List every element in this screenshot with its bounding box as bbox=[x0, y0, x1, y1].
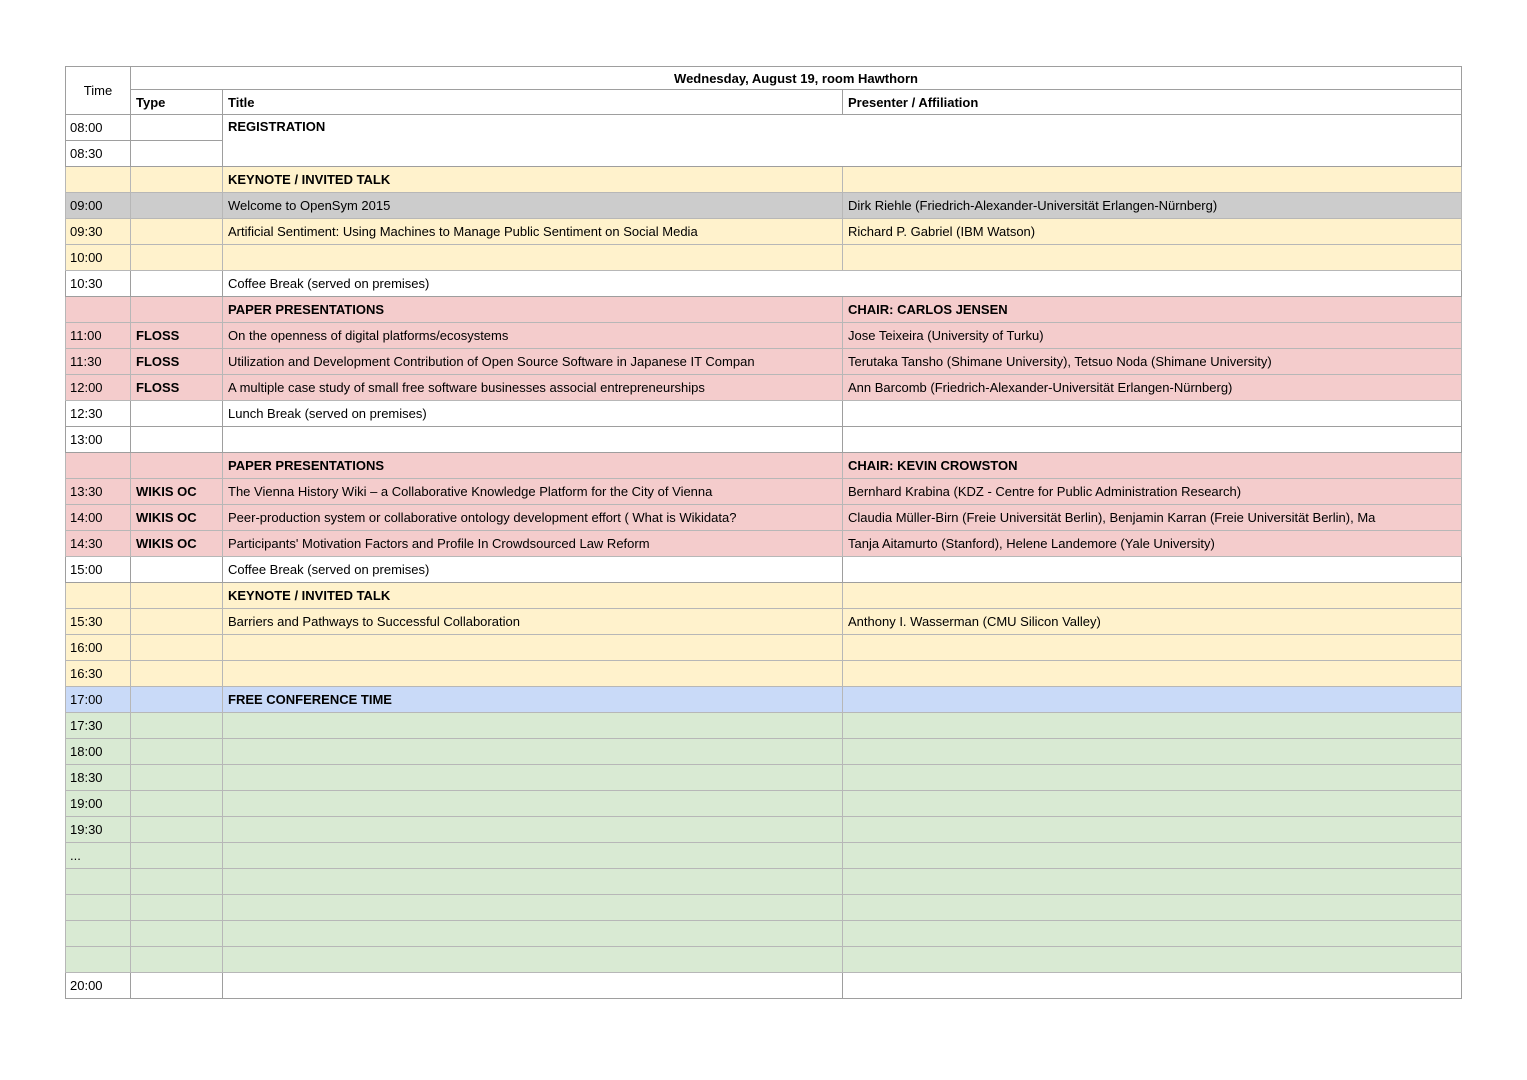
table-row bbox=[66, 505, 1462, 531]
time-cell bbox=[66, 297, 131, 323]
time-cell: 15:00 bbox=[66, 557, 131, 583]
type-cell bbox=[131, 895, 223, 921]
table-row bbox=[66, 349, 1462, 375]
type-cell: FLOSS bbox=[131, 375, 223, 401]
type-cell: WIKIS OC bbox=[131, 505, 223, 531]
title-cell: Peer-production system or collaborative ontology development effort ( What is Wikidata? bbox=[223, 505, 843, 531]
title-cell bbox=[223, 713, 843, 739]
presenter-cell bbox=[843, 687, 1462, 713]
presenter-cell: Tanja Aitamurto (Stanford), Helene Landemore (Yale University) bbox=[843, 531, 1462, 557]
presenter-cell: Bernhard Krabina (KDZ - Centre for Public Administration Research) bbox=[843, 479, 1462, 505]
table-row bbox=[66, 245, 1462, 271]
header-row-day bbox=[66, 67, 1462, 90]
table-row bbox=[66, 635, 1462, 661]
presenter-cell bbox=[843, 895, 1462, 921]
type-cell bbox=[131, 609, 223, 635]
presenter-cell bbox=[843, 713, 1462, 739]
title-cell: KEYNOTE / INVITED TALK bbox=[223, 583, 843, 609]
time-cell: 10:00 bbox=[66, 245, 131, 271]
presenter-cell bbox=[843, 557, 1462, 583]
presenter-cell bbox=[843, 739, 1462, 765]
title-cell bbox=[223, 791, 843, 817]
table-row bbox=[66, 297, 1462, 323]
presenter-cell: CHAIR: CARLOS JENSEN bbox=[843, 297, 1462, 323]
table-row bbox=[66, 167, 1462, 193]
schedule-sheet bbox=[65, 66, 1462, 999]
type-cell bbox=[131, 869, 223, 895]
type-cell bbox=[131, 557, 223, 583]
type-cell bbox=[131, 973, 223, 999]
title-cell bbox=[223, 843, 843, 869]
table-row bbox=[66, 193, 1462, 219]
presenter-cell bbox=[843, 427, 1462, 453]
table-row bbox=[66, 453, 1462, 479]
time-cell: 09:00 bbox=[66, 193, 131, 219]
column-header-title: Title bbox=[223, 90, 843, 115]
table-row bbox=[66, 661, 1462, 687]
presenter-cell bbox=[843, 401, 1462, 427]
time-cell: 16:00 bbox=[66, 635, 131, 661]
presenter-cell bbox=[843, 245, 1462, 271]
header-row-columns bbox=[66, 90, 1462, 115]
time-cell: 14:30 bbox=[66, 531, 131, 557]
time-cell bbox=[66, 583, 131, 609]
title-cell bbox=[223, 427, 843, 453]
presenter-cell: Richard P. Gabriel (IBM Watson) bbox=[843, 219, 1462, 245]
time-cell: 11:00 bbox=[66, 323, 131, 349]
time-cell: 18:00 bbox=[66, 739, 131, 765]
time-cell: 13:00 bbox=[66, 427, 131, 453]
presenter-cell: Anthony I. Wasserman (CMU Silicon Valley) bbox=[843, 609, 1462, 635]
time-cell: 08:00 bbox=[66, 115, 131, 141]
presenter-cell bbox=[843, 583, 1462, 609]
title-cell bbox=[223, 895, 843, 921]
type-cell: WIKIS OC bbox=[131, 479, 223, 505]
table-row bbox=[66, 479, 1462, 505]
title-cell bbox=[223, 869, 843, 895]
title-cell bbox=[223, 739, 843, 765]
title-cell bbox=[223, 661, 843, 687]
time-cell: 16:30 bbox=[66, 661, 131, 687]
type-cell: WIKIS OC bbox=[131, 531, 223, 557]
title-cell bbox=[223, 245, 843, 271]
time-cell: 19:00 bbox=[66, 791, 131, 817]
time-cell: 12:30 bbox=[66, 401, 131, 427]
time-cell bbox=[66, 869, 131, 895]
table-row bbox=[66, 115, 1462, 141]
time-cell: 19:30 bbox=[66, 817, 131, 843]
title-cell: PAPER PRESENTATIONS bbox=[223, 453, 843, 479]
time-cell bbox=[66, 895, 131, 921]
time-cell: ... bbox=[66, 843, 131, 869]
time-cell bbox=[66, 167, 131, 193]
time-cell bbox=[66, 921, 131, 947]
presenter-cell bbox=[843, 947, 1462, 973]
table-row bbox=[66, 687, 1462, 713]
type-cell bbox=[131, 193, 223, 219]
title-cell: REGISTRATION bbox=[223, 115, 1462, 167]
title-cell: On the openness of digital platforms/ecosystems bbox=[223, 323, 843, 349]
time-cell: 20:00 bbox=[66, 973, 131, 999]
presenter-cell bbox=[843, 921, 1462, 947]
table-row bbox=[66, 609, 1462, 635]
type-cell: FLOSS bbox=[131, 323, 223, 349]
table-row bbox=[66, 557, 1462, 583]
type-cell bbox=[131, 245, 223, 271]
presenter-cell bbox=[843, 661, 1462, 687]
table-row bbox=[66, 791, 1462, 817]
time-cell: 17:00 bbox=[66, 687, 131, 713]
type-cell bbox=[131, 661, 223, 687]
presenter-cell: Ann Barcomb (Friedrich-Alexander-Universität Erlangen-Nürnberg) bbox=[843, 375, 1462, 401]
time-cell bbox=[66, 947, 131, 973]
type-cell bbox=[131, 453, 223, 479]
table-row bbox=[66, 947, 1462, 973]
type-cell: FLOSS bbox=[131, 349, 223, 375]
title-cell bbox=[223, 765, 843, 791]
table-row bbox=[66, 583, 1462, 609]
schedule-header bbox=[66, 67, 1462, 115]
title-cell: The Vienna History Wiki – a Collaborative Knowledge Platform for the City of Vienna bbox=[223, 479, 843, 505]
title-cell bbox=[223, 973, 843, 999]
table-row bbox=[66, 427, 1462, 453]
type-cell bbox=[131, 791, 223, 817]
title-cell bbox=[223, 635, 843, 661]
title-cell: Coffee Break (served on premises) bbox=[223, 557, 843, 583]
table-row bbox=[66, 713, 1462, 739]
type-cell bbox=[131, 947, 223, 973]
table-row bbox=[66, 323, 1462, 349]
type-cell bbox=[131, 817, 223, 843]
table-row bbox=[66, 401, 1462, 427]
type-cell bbox=[131, 219, 223, 245]
table-row bbox=[66, 921, 1462, 947]
time-cell: 08:30 bbox=[66, 141, 131, 167]
type-cell bbox=[131, 843, 223, 869]
column-header-presenter: Presenter / Affiliation bbox=[843, 90, 1462, 115]
title-cell bbox=[223, 921, 843, 947]
table-row bbox=[66, 271, 1462, 297]
time-cell: 09:30 bbox=[66, 219, 131, 245]
type-cell bbox=[131, 713, 223, 739]
type-cell bbox=[131, 687, 223, 713]
table-row bbox=[66, 219, 1462, 245]
column-header-time: Time bbox=[66, 67, 131, 115]
table-row bbox=[66, 895, 1462, 921]
day-header: Wednesday, August 19, room Hawthorn bbox=[131, 67, 1462, 90]
table-row bbox=[66, 843, 1462, 869]
table-row bbox=[66, 869, 1462, 895]
title-cell: A multiple case study of small free software businesses associal entrepreneurships bbox=[223, 375, 843, 401]
time-cell: 14:00 bbox=[66, 505, 131, 531]
type-cell bbox=[131, 271, 223, 297]
presenter-cell bbox=[843, 791, 1462, 817]
type-cell bbox=[131, 115, 223, 141]
type-cell bbox=[131, 167, 223, 193]
type-cell bbox=[131, 921, 223, 947]
title-cell: KEYNOTE / INVITED TALK bbox=[223, 167, 843, 193]
presenter-cell bbox=[843, 843, 1462, 869]
time-cell: 15:30 bbox=[66, 609, 131, 635]
title-cell: Lunch Break (served on premises) bbox=[223, 401, 843, 427]
schedule-body bbox=[66, 115, 1462, 999]
type-cell bbox=[131, 427, 223, 453]
time-cell: 17:30 bbox=[66, 713, 131, 739]
table-row bbox=[66, 531, 1462, 557]
time-cell: 18:30 bbox=[66, 765, 131, 791]
presenter-cell: Terutaka Tansho (Shimane University), Tetsuo Noda (Shimane University) bbox=[843, 349, 1462, 375]
type-cell bbox=[131, 141, 223, 167]
table-row bbox=[66, 765, 1462, 791]
title-cell: PAPER PRESENTATIONS bbox=[223, 297, 843, 323]
presenter-cell bbox=[843, 817, 1462, 843]
presenter-cell bbox=[843, 869, 1462, 895]
presenter-cell bbox=[843, 973, 1462, 999]
title-cell bbox=[223, 947, 843, 973]
type-cell bbox=[131, 635, 223, 661]
type-cell bbox=[131, 583, 223, 609]
time-cell: 13:30 bbox=[66, 479, 131, 505]
title-cell: Utilization and Development Contribution of Open Source Software in Japanese IT Compan bbox=[223, 349, 843, 375]
type-cell bbox=[131, 297, 223, 323]
presenter-cell: CHAIR: KEVIN CROWSTON bbox=[843, 453, 1462, 479]
table-row bbox=[66, 375, 1462, 401]
presenter-cell bbox=[843, 167, 1462, 193]
table-row bbox=[66, 739, 1462, 765]
title-cell bbox=[223, 817, 843, 843]
presenter-cell: Dirk Riehle (Friedrich-Alexander-Universität Erlangen-Nürnberg) bbox=[843, 193, 1462, 219]
type-cell bbox=[131, 739, 223, 765]
time-cell: 12:00 bbox=[66, 375, 131, 401]
time-cell: 10:30 bbox=[66, 271, 131, 297]
presenter-cell bbox=[843, 765, 1462, 791]
title-cell: Welcome to OpenSym 2015 bbox=[223, 193, 843, 219]
presenter-cell bbox=[843, 635, 1462, 661]
schedule-table bbox=[65, 66, 1462, 999]
presenter-cell: Jose Teixeira (University of Turku) bbox=[843, 323, 1462, 349]
column-header-type: Type bbox=[131, 90, 223, 115]
title-cell: Barriers and Pathways to Successful Collaboration bbox=[223, 609, 843, 635]
title-cell: FREE CONFERENCE TIME bbox=[223, 687, 843, 713]
title-cell: Participants' Motivation Factors and Profile In Crowdsourced Law Reform bbox=[223, 531, 843, 557]
table-row bbox=[66, 973, 1462, 999]
time-cell bbox=[66, 453, 131, 479]
presenter-cell: Claudia Müller-Birn (Freie Universität Berlin), Benjamin Karran (Freie Universität Berlin), Ma bbox=[843, 505, 1462, 531]
type-cell bbox=[131, 765, 223, 791]
time-cell: 11:30 bbox=[66, 349, 131, 375]
title-cell: Artificial Sentiment: Using Machines to Manage Public Sentiment on Social Media bbox=[223, 219, 843, 245]
table-row bbox=[66, 817, 1462, 843]
title-cell: Coffee Break (served on premises) bbox=[223, 271, 1462, 297]
type-cell bbox=[131, 401, 223, 427]
